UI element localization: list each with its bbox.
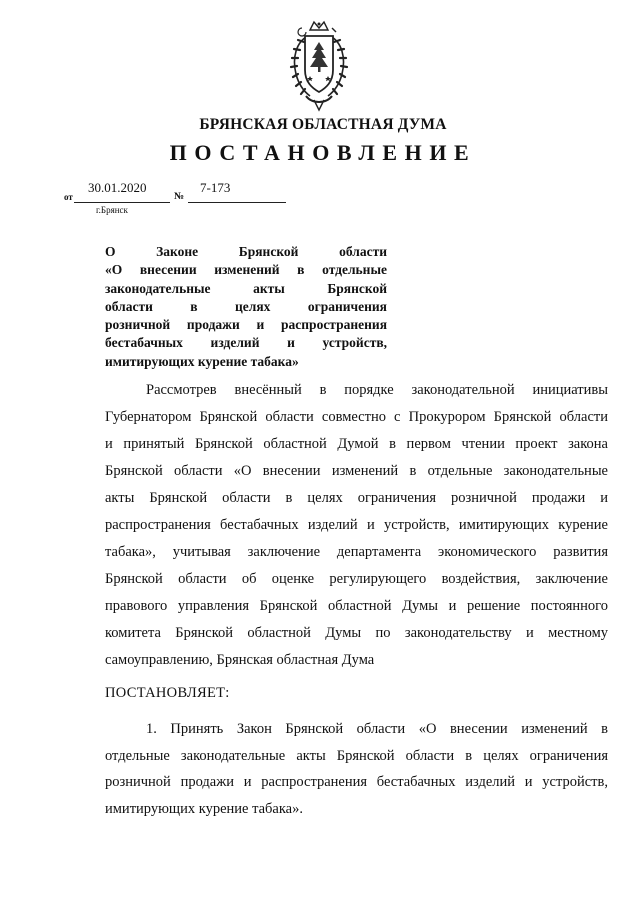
city-label: г.Брянск: [96, 205, 128, 215]
organization-name: БРЯНСКАЯ ОБЛАСТНАЯ ДУМА: [199, 116, 447, 133]
paragraph-line: правового управления Брянской областной Думы и решение постоянного: [105, 598, 608, 614]
paragraph-line: Брянской области «О внесении изменений в отдельные законодательные: [105, 463, 608, 479]
subject-line: розничной продажи и распространения: [105, 317, 387, 333]
date-prefix-label: от: [64, 192, 73, 202]
subject-line: имитирующих курение табака»: [105, 353, 299, 369]
paragraph-line: Рассмотрев внесённый в порядке законодательной инициативы: [146, 382, 608, 398]
item-1-paragraph: [105, 716, 608, 822]
paragraph-line: розничной продажи и распространения бестабачных изделий и устройств,: [105, 774, 608, 790]
document-type-title: ПОСТАНОВЛЕНИЕ: [169, 140, 477, 165]
resolves-heading: ПОСТАНОВЛЯЕТ:: [105, 685, 230, 701]
document-number: 7-173: [200, 180, 231, 195]
paragraph-line: распространения бестабачных изделий и устройств, имитирующих курение: [105, 517, 608, 533]
preamble-paragraph: [105, 377, 608, 674]
paragraph-line: имитирующих курение табака».: [105, 800, 303, 817]
coat-of-arms-icon: [288, 20, 350, 112]
date-underline: [74, 202, 170, 203]
number-prefix-label: №: [174, 191, 185, 202]
number-underline: [188, 202, 286, 203]
paragraph-line: отдельные законодательные акты Брянской области в целях ограничения: [105, 747, 608, 764]
document-date: 30.01.2020: [88, 180, 147, 195]
paragraph-line: табака», учитывая заключение департамента экономического развития: [105, 544, 608, 560]
paragraph-line: акты Брянской области в целях ограничения розничной продажи и: [105, 490, 608, 506]
paragraph-line: и принятый Брянской областной Думой в первом чтении проект закона: [105, 436, 608, 452]
subject-block: [105, 243, 387, 371]
subject-line: области в целях ограничения: [105, 298, 387, 314]
subject-line: бестабачных изделий и устройств,: [105, 335, 387, 351]
paragraph-line: самоуправлению, Брянская областная Дума: [105, 652, 375, 668]
paragraph-line: Губернатором Брянской области совместно с Прокурором Брянской области: [105, 409, 608, 425]
subject-line: законодательные акты Брянской: [105, 280, 387, 296]
paragraph-line: 1. Принять Закон Брянской области «О внесении изменений в: [146, 721, 608, 737]
paragraph-line: комитета Брянской областной Думы по законодательству и местному: [105, 625, 608, 641]
subject-line: О Законе Брянской области: [105, 244, 387, 259]
subject-line: «О внесении изменений в отдельные: [105, 262, 387, 278]
paragraph-line: Брянской области об оценке регулирующего воздействия, заключение: [105, 571, 608, 587]
